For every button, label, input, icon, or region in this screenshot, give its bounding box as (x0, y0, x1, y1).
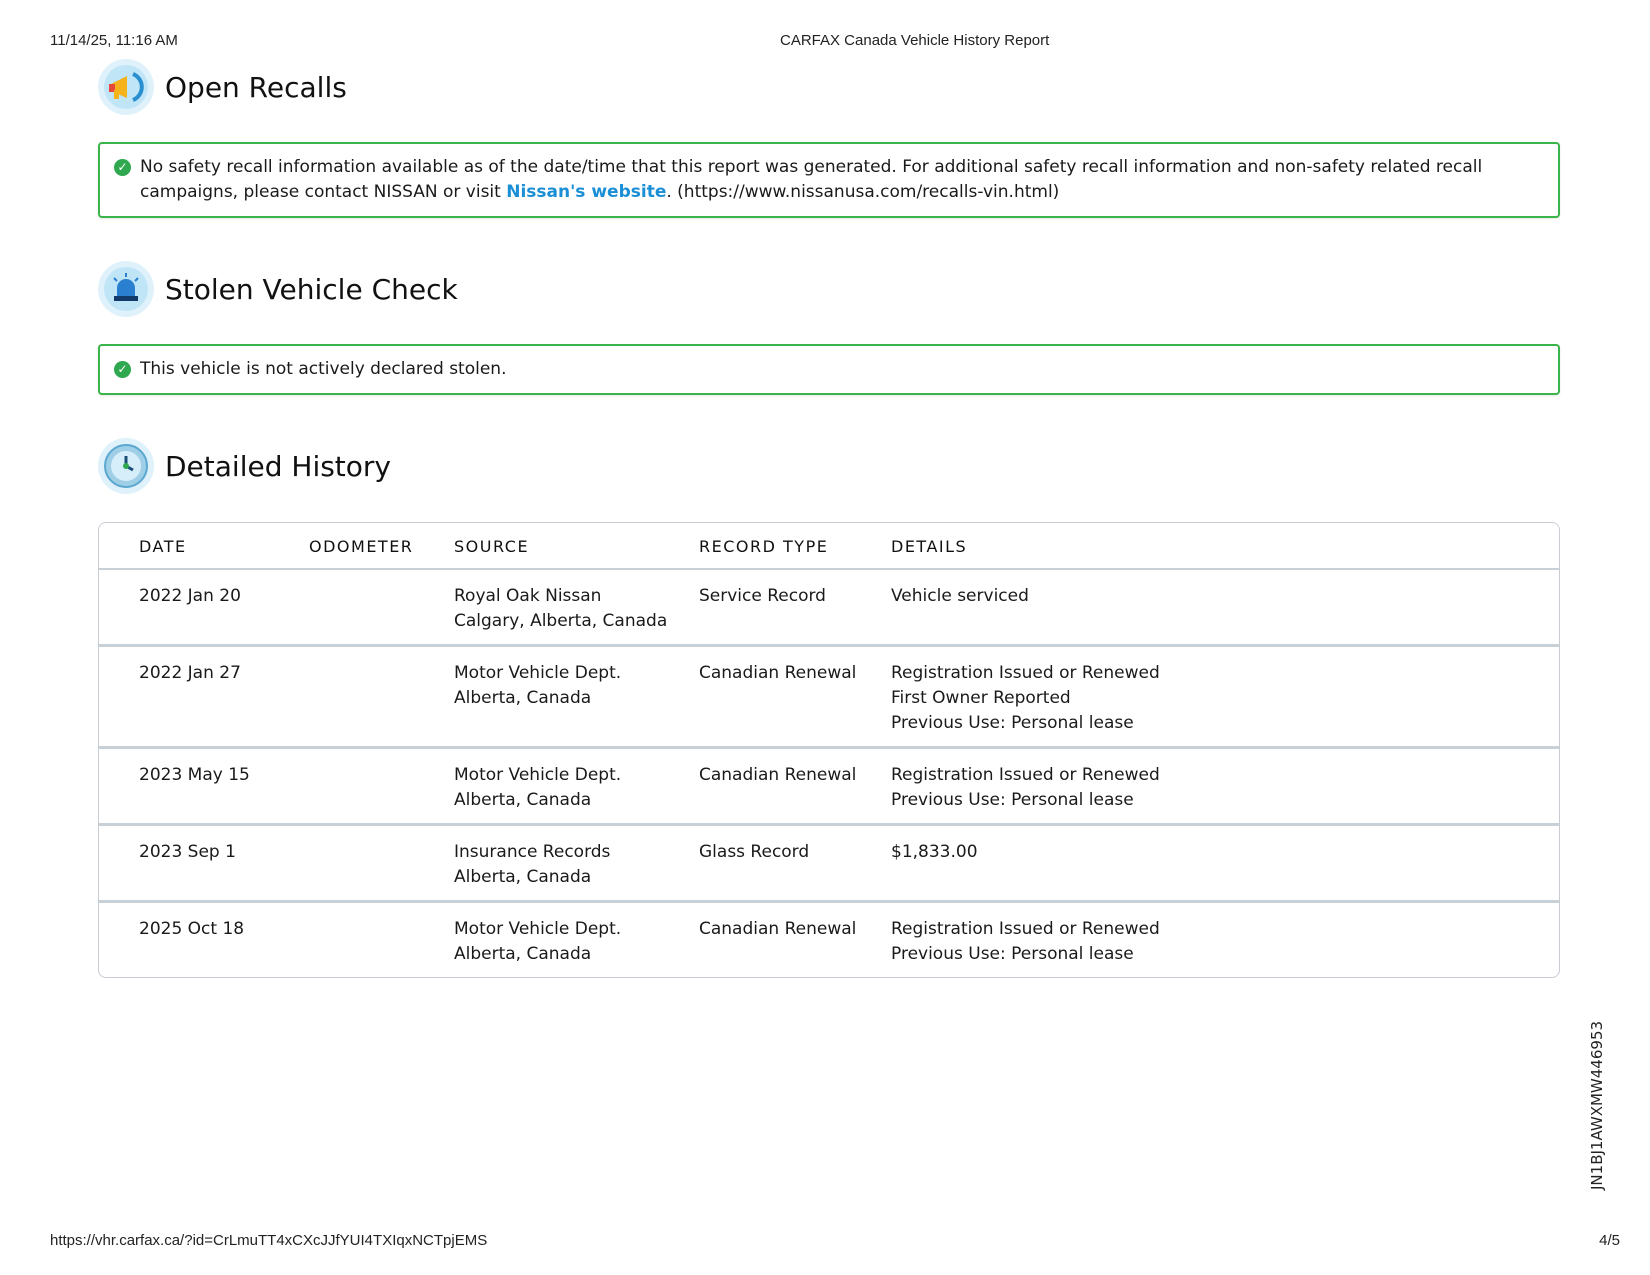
recall-message-before: No safety recall information available as of the date/time that this report was generated. For additional safety recall information and non-safety related recall campaigns, please contact NISSAN or visit (140, 157, 1483, 202)
source-line: Alberta, Canada (454, 867, 592, 887)
cell-details (891, 646, 1559, 748)
cell-odometer (309, 646, 454, 748)
detailed-history-title: Detailed History (165, 449, 391, 483)
details-line: $1,833.00 (891, 842, 978, 862)
print-url[interactable]: https://vhr.carfax.ca/?id=CrLmuTT4xCXcJJfYUI4TXIqxNCTpjEMS (50, 1232, 488, 1249)
source-line: Alberta, Canada (454, 688, 592, 708)
details-line: Previous Use: Personal lease (891, 790, 1134, 810)
history-table (98, 522, 1560, 978)
cell-source (454, 825, 699, 902)
print-footer (50, 1232, 1620, 1252)
details-line: Previous Use: Personal lease (891, 713, 1134, 733)
clock-icon (97, 437, 155, 495)
table-row (99, 825, 1559, 902)
stolen-check-heading (97, 260, 458, 318)
siren-icon (97, 260, 155, 318)
recall-notice (98, 142, 1560, 218)
cell-record-type: Canadian Renewal (699, 748, 891, 825)
cell-odometer (309, 902, 454, 978)
open-recalls-heading (97, 58, 347, 116)
page-number: 4/5 (1599, 1232, 1620, 1249)
recall-message-after: . (https://www.nissanusa.com/recalls-vin.html) (666, 182, 1060, 202)
cell-source (454, 748, 699, 825)
print-datetime: 11/14/25, 11:16 AM (50, 32, 178, 49)
cell-source (454, 646, 699, 748)
stolen-check-title: Stolen Vehicle Check (165, 272, 458, 306)
source-line: Motor Vehicle Dept. (454, 765, 622, 785)
col-odometer: ODOMETER (309, 523, 454, 569)
detailed-history-heading (97, 437, 391, 495)
col-source: SOURCE (454, 523, 699, 569)
print-title: CARFAX Canada Vehicle History Report (780, 32, 1050, 49)
details-line: Registration Issued or Renewed (891, 919, 1160, 939)
open-recalls-title: Open Recalls (165, 70, 347, 104)
cell-details (891, 748, 1559, 825)
details-line: Vehicle serviced (891, 586, 1029, 606)
details-line: Registration Issued or Renewed (891, 765, 1160, 785)
source-line: Motor Vehicle Dept. (454, 663, 622, 683)
history-header-row (99, 523, 1559, 569)
cell-source (454, 902, 699, 978)
details-line: Previous Use: Personal lease (891, 944, 1134, 964)
cell-date: 2025 Oct 18 (139, 919, 245, 939)
source-line: Insurance Records (454, 842, 611, 862)
print-header (50, 32, 1520, 52)
stolen-message: This vehicle is not actively declared stolen. (140, 359, 507, 379)
table-row (99, 569, 1559, 646)
col-record-type: RECORD TYPE (699, 523, 891, 569)
cell-odometer (309, 569, 454, 646)
source-line: Calgary, Alberta, Canada (454, 611, 668, 631)
cell-record-type: Canadian Renewal (699, 646, 891, 748)
table-row (99, 646, 1559, 748)
cell-source (454, 569, 699, 646)
cell-odometer (309, 825, 454, 902)
cell-date: 2022 Jan 20 (99, 569, 309, 646)
check-circle-icon: ✓ (114, 159, 131, 176)
cell-details (891, 902, 1559, 978)
col-details: DETAILS (891, 523, 1559, 569)
cell-odometer (309, 748, 454, 825)
source-line: Alberta, Canada (454, 790, 592, 810)
cell-details (891, 825, 1559, 902)
source-line: Alberta, Canada (454, 944, 592, 964)
cell-date: 2023 Sep 1 (99, 825, 309, 902)
check-circle-icon: ✓ (114, 361, 131, 378)
source-line: Motor Vehicle Dept. (454, 919, 622, 939)
cell-date: 2023 May 15 (99, 748, 309, 825)
cell-details (891, 569, 1559, 646)
table-row (99, 748, 1559, 825)
megaphone-icon (97, 58, 155, 116)
details-line: Registration Issued or Renewed (891, 663, 1160, 683)
vin-label: JN1BJ1AWXMW446953 (1588, 1020, 1606, 1190)
nissan-website-link[interactable]: Nissan's website (506, 182, 667, 202)
cell-record-type: Service Record (699, 569, 891, 646)
cell-date: 2022 Jan 27 (99, 646, 309, 748)
source-line: Royal Oak Nissan (454, 586, 602, 606)
col-date: DATE (99, 523, 309, 569)
cell-record-type: Glass Record (699, 825, 891, 902)
cell-record-type: Canadian Renewal (699, 919, 857, 939)
details-line: First Owner Reported (891, 688, 1071, 708)
table-row (99, 902, 1559, 978)
stolen-notice (98, 344, 1560, 395)
